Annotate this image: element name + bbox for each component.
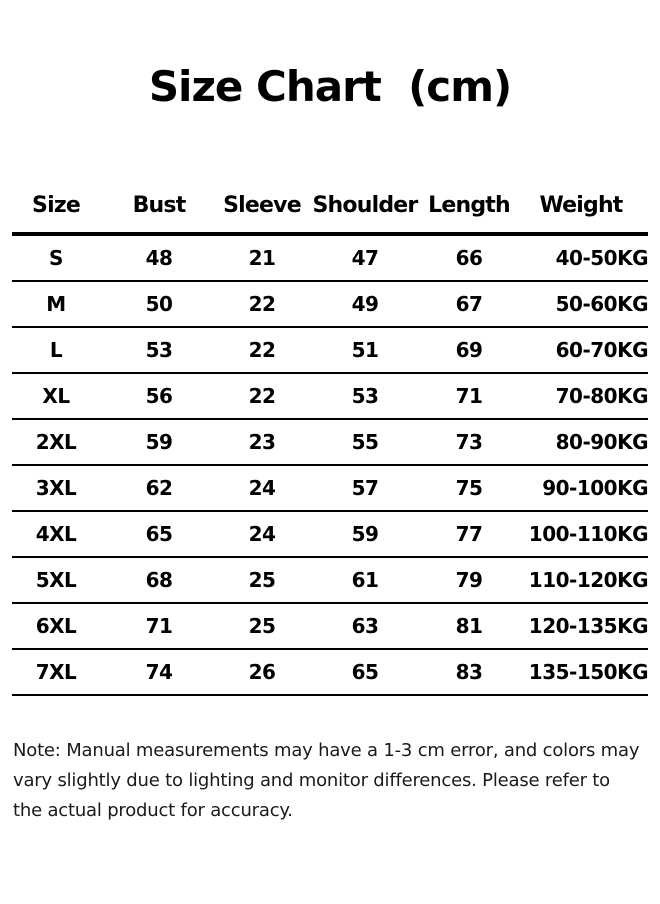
cell-size: 6XL — [35, 614, 77, 638]
cell-bust: 74 — [145, 660, 173, 684]
cell-weight: 70-80KG — [555, 384, 648, 408]
table-row — [12, 650, 648, 696]
cell-shoulder: 55 — [351, 430, 379, 454]
header-shoulder: Shoulder — [312, 192, 418, 218]
cell-bust: 50 — [145, 292, 173, 316]
cell-bust: 62 — [145, 476, 173, 500]
cell-length: 69 — [455, 338, 483, 362]
cell-shoulder: 53 — [351, 384, 379, 408]
table-row — [12, 604, 648, 650]
cell-size: S — [49, 246, 63, 270]
table-row — [12, 282, 648, 328]
cell-shoulder: 59 — [351, 522, 379, 546]
header-bust: Bust — [132, 192, 186, 218]
cell-length: 77 — [455, 522, 483, 546]
cell-weight: 100-110KG — [528, 522, 648, 546]
cell-sleeve: 25 — [248, 568, 276, 592]
cell-bust: 59 — [145, 430, 173, 454]
cell-sleeve: 24 — [248, 522, 276, 546]
cell-sleeve: 22 — [248, 338, 276, 362]
header-weight: Weight — [539, 192, 623, 218]
cell-size: L — [49, 338, 63, 362]
cell-length: 81 — [455, 614, 483, 638]
cell-weight: 135-150KG — [528, 660, 648, 684]
cell-length: 71 — [455, 384, 483, 408]
size-chart-table — [12, 178, 648, 696]
cell-size: 7XL — [35, 660, 77, 684]
cell-bust: 65 — [145, 522, 173, 546]
cell-weight: 80-90KG — [555, 430, 648, 454]
cell-bust: 56 — [145, 384, 173, 408]
header-size: Size — [32, 192, 80, 218]
cell-length: 75 — [455, 476, 483, 500]
cell-shoulder: 51 — [351, 338, 379, 362]
cell-weight: 90-100KG — [542, 476, 648, 500]
cell-size: 5XL — [35, 568, 77, 592]
cell-weight: 40-50KG — [555, 246, 648, 270]
table-row — [12, 328, 648, 374]
table-row — [12, 236, 648, 282]
cell-bust: 68 — [145, 568, 173, 592]
page-title: Size Chart (cm) — [148, 62, 512, 111]
cell-weight: 120-135KG — [528, 614, 648, 638]
cell-size: 4XL — [35, 522, 77, 546]
table-row — [12, 374, 648, 420]
cell-sleeve: 23 — [248, 430, 276, 454]
cell-sleeve: 24 — [248, 476, 276, 500]
cell-weight: 50-60KG — [555, 292, 648, 316]
cell-weight: 110-120KG — [528, 568, 648, 592]
cell-size: 3XL — [35, 476, 77, 500]
table-row — [12, 466, 648, 512]
table-row — [12, 558, 648, 604]
cell-length: 66 — [455, 246, 483, 270]
cell-length: 79 — [455, 568, 483, 592]
cell-size: 2XL — [35, 430, 77, 454]
measurement-note: Note: Manual measurements may have a 1-3 cm error, and colors may vary slightly due to lighting and monitor differences. Please refer to the actual product for accuracy. — [13, 740, 640, 821]
table-row — [12, 420, 648, 466]
header-sleeve: Sleeve — [223, 192, 301, 218]
header-length: Length — [428, 192, 510, 218]
cell-shoulder: 63 — [351, 614, 379, 638]
cell-shoulder: 57 — [351, 476, 379, 500]
cell-shoulder: 61 — [351, 568, 379, 592]
cell-sleeve: 22 — [248, 384, 276, 408]
cell-bust: 71 — [145, 614, 173, 638]
cell-bust: 48 — [145, 246, 173, 270]
cell-shoulder: 47 — [351, 246, 379, 270]
cell-length: 67 — [455, 292, 483, 316]
cell-size: XL — [42, 384, 70, 408]
cell-bust: 53 — [145, 338, 173, 362]
table-header-row — [12, 178, 648, 236]
cell-sleeve: 25 — [248, 614, 276, 638]
cell-length: 83 — [455, 660, 483, 684]
cell-shoulder: 65 — [351, 660, 379, 684]
cell-sleeve: 22 — [248, 292, 276, 316]
cell-weight: 60-70KG — [555, 338, 648, 362]
cell-sleeve: 21 — [248, 246, 276, 270]
cell-shoulder: 49 — [351, 292, 379, 316]
cell-length: 73 — [455, 430, 483, 454]
cell-sleeve: 26 — [248, 660, 276, 684]
cell-size: M — [46, 292, 66, 316]
table-row — [12, 512, 648, 558]
